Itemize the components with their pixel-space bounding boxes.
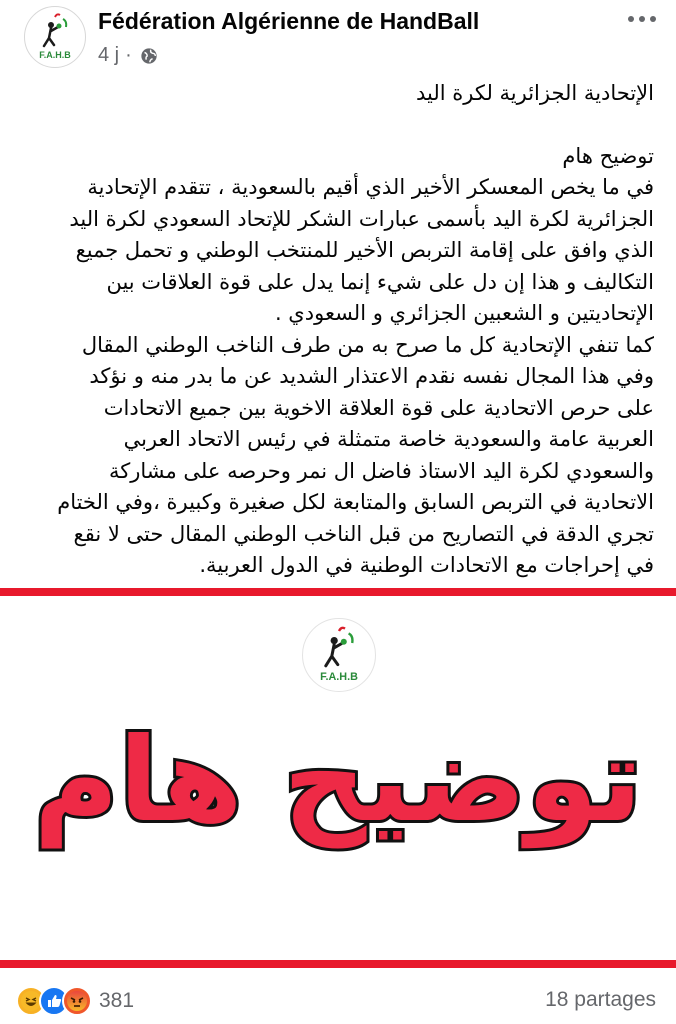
image-stripe-top [0, 588, 676, 596]
fahb-logo-icon [25, 7, 85, 67]
more-dot [628, 16, 634, 22]
page-avatar[interactable] [24, 6, 86, 68]
post-line: وفي هذا المجال نفسه نقدم الاعتذار الشديد عن ما بدر منه و نؤكد [89, 364, 654, 388]
post-line: التكاليف و هذا إن دل على شيء إنما يدل على قوة العلاقات بين [106, 269, 654, 294]
post-line: في إحراجات مع الاتحادات الوطنية في الدول العربية. [199, 553, 654, 577]
image-stripe-bottom [0, 960, 676, 968]
post-line: تجري الدقة في التصاريح من قبل الناخب الوطني المقال حتى لا نقع [73, 521, 654, 546]
post-line: توضيح هام [562, 143, 654, 168]
post-line: والسعودي لكرة اليد الاستاذ فاضل ال نمر وحرصه على مشاركة [108, 458, 654, 483]
post-time[interactable]: 4 j [98, 44, 120, 66]
post-line: الجزائرية لكرة اليد بأسمى عبارات الشكر للإتحاد السعودي لكرة اليد [69, 206, 654, 231]
image-logo-text: F.A.H.B [320, 671, 358, 684]
shares-count[interactable]: 18 partages [545, 988, 656, 1011]
post-intro: الإتحادية الجزائرية لكرة اليد [415, 81, 654, 105]
post-line: الاتحادية في التربص السابق والمتابعة لكل صغيرة وكبيرة ،وفي الختام [57, 490, 654, 514]
post-line: الإتحاديتين و الشعبين الجزائري و السعودي . [274, 301, 654, 325]
reactions-summary[interactable] [16, 986, 134, 1016]
post-line: الذي وافق على إقامة التربص الأخير للمنتخب الوطني و تحمل جميع [75, 238, 654, 262]
globe-icon [140, 47, 158, 65]
post-line: على حرص الاتحادية على قوة العلاقة الاخوية بين جميع الاتحادات [103, 395, 654, 420]
post-line: في ما يخص المعسكر الأخير الذي أقيم بالسعودية ، تتقدم الإتحادية [87, 175, 654, 199]
meta-separator: · [125, 44, 132, 66]
avatar-logo-text: F.A.H.B [39, 50, 71, 60]
fahb-logo-icon [303, 619, 375, 691]
image-title: توضيح هام [33, 713, 643, 848]
post-image[interactable] [0, 588, 676, 972]
more-options-button[interactable] [624, 4, 660, 34]
more-dot [639, 16, 645, 22]
post-line: كما تنفي الإتحادية كل ما صرح به من طرف الناخب الوطني المقال [81, 332, 654, 357]
post-header [0, 0, 676, 80]
reaction-count: 381 [99, 989, 135, 1012]
paragraph-gap [24, 110, 654, 141]
post-body [24, 78, 654, 582]
post-footer [0, 978, 676, 1024]
page-name-link[interactable]: Fédération Algérienne de HandBall [98, 8, 480, 34]
post-line: العربية عامة والسعودية خاصة متمثلة في رئيس الاتحاد العربي [123, 427, 654, 451]
image-logo [302, 618, 376, 692]
more-dot [650, 16, 656, 22]
angry-icon [62, 986, 92, 1016]
post-meta [98, 44, 158, 67]
